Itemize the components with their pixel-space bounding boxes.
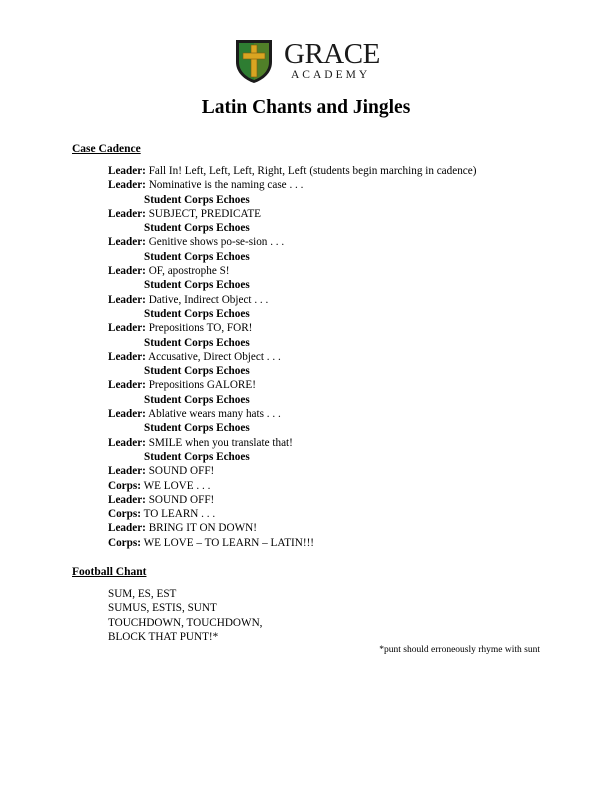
speaker-label: Leader: bbox=[108, 436, 146, 449]
chant-line bbox=[108, 235, 476, 249]
speaker-label: Leader: bbox=[108, 379, 146, 392]
chant-line bbox=[108, 521, 476, 535]
echo-line: Student Corps Echoes bbox=[144, 336, 250, 349]
speaker-label: Corps: bbox=[108, 508, 141, 521]
chant-text: OF, apostrophe S! bbox=[148, 265, 230, 278]
case-cadence-lines bbox=[108, 164, 476, 550]
chant-text: Prepositions GALORE! bbox=[148, 379, 256, 392]
speaker-label: Leader: bbox=[108, 322, 146, 335]
speaker-label: Leader: bbox=[108, 465, 146, 478]
speaker-label: Leader: bbox=[108, 207, 146, 220]
shield-cross-icon bbox=[234, 36, 274, 84]
speaker-label: Leader: bbox=[108, 350, 146, 363]
chant-line bbox=[108, 493, 476, 507]
speaker-label: Leader: bbox=[108, 293, 146, 306]
echo-line: Student Corps Echoes bbox=[144, 222, 250, 235]
football-chant-lines bbox=[108, 587, 262, 644]
echo-line: Student Corps Echoes bbox=[144, 393, 250, 406]
chant-line bbox=[108, 479, 476, 493]
speaker-label: Corps: bbox=[108, 479, 141, 492]
chant-text: Ablative wears many hats . . . bbox=[148, 408, 281, 421]
chant-text: Genitive shows po-se-sion . . . bbox=[148, 236, 285, 249]
logo-name: GRACE bbox=[284, 38, 380, 70]
speaker-label: Leader: bbox=[108, 179, 146, 192]
chant-line bbox=[108, 350, 476, 364]
chant-line bbox=[108, 436, 476, 450]
chant-line bbox=[108, 207, 476, 221]
chant-line bbox=[108, 178, 476, 192]
chant-line bbox=[108, 321, 476, 335]
chant-line: TOUCHDOWN, TOUCHDOWN, bbox=[108, 616, 263, 629]
football-chant-heading: Football Chant bbox=[72, 566, 147, 578]
echo-line: Student Corps Echoes bbox=[144, 307, 250, 320]
chant-text: BRING IT ON DOWN! bbox=[148, 522, 257, 535]
chant-line bbox=[108, 264, 476, 278]
chant-text: Accusative, Direct Object . . . bbox=[148, 350, 281, 363]
chant-line bbox=[108, 536, 476, 550]
speaker-label: Corps: bbox=[108, 536, 141, 549]
chant-text: SUBJECT, PREDICATE bbox=[148, 207, 262, 220]
echo-line: Student Corps Echoes bbox=[144, 365, 250, 378]
chant-line: SUM, ES, EST bbox=[108, 588, 177, 600]
speaker-label: Leader: bbox=[108, 265, 146, 278]
chant-text: SMILE when you translate that! bbox=[148, 436, 293, 449]
speaker-label: Leader: bbox=[108, 165, 146, 177]
echo-line: Student Corps Echoes bbox=[144, 450, 250, 463]
chant-line bbox=[108, 507, 476, 521]
chant-line bbox=[108, 407, 476, 421]
footnote: *punt should erroneously rhyme with sunt bbox=[379, 645, 540, 655]
echo-line: Student Corps Echoes bbox=[144, 250, 250, 263]
chant-line: BLOCK THAT PUNT!* bbox=[108, 630, 219, 643]
page-title: Latin Chants and Jingles bbox=[201, 97, 411, 118]
chant-text: WE LOVE . . . bbox=[143, 479, 211, 492]
chant-text: TO LEARN . . . bbox=[143, 508, 216, 521]
speaker-label: Leader: bbox=[108, 522, 146, 535]
chant-line bbox=[108, 164, 476, 178]
chant-text: SOUND OFF! bbox=[148, 465, 215, 478]
speaker-label: Leader: bbox=[108, 408, 146, 421]
chant-text: SOUND OFF! bbox=[148, 493, 215, 506]
chant-text: Dative, Indirect Object . . . bbox=[148, 293, 269, 306]
echo-line: Student Corps Echoes bbox=[144, 279, 250, 292]
case-cadence-heading: Case Cadence bbox=[72, 143, 141, 155]
chant-text: WE LOVE – TO LEARN – LATIN!!! bbox=[143, 536, 315, 549]
logo-subtitle: ACADEMY bbox=[291, 69, 371, 81]
chant-line bbox=[108, 293, 476, 307]
speaker-label: Leader: bbox=[108, 236, 146, 249]
chant-line: SUMUS, ESTIS, SUNT bbox=[108, 602, 217, 615]
echo-line: Student Corps Echoes bbox=[144, 193, 250, 206]
chant-text: Fall In! Left, Left, Left, Right, Left (students begin marching in cadence) bbox=[148, 165, 477, 177]
chant-line bbox=[108, 378, 476, 392]
grace-academy-logo bbox=[234, 36, 380, 86]
speaker-label: Leader: bbox=[108, 493, 146, 506]
chant-line bbox=[108, 464, 476, 478]
chant-text: Prepositions TO, FOR! bbox=[148, 322, 253, 335]
echo-line: Student Corps Echoes bbox=[144, 422, 250, 435]
chant-text: Nominative is the naming case . . . bbox=[148, 179, 304, 192]
